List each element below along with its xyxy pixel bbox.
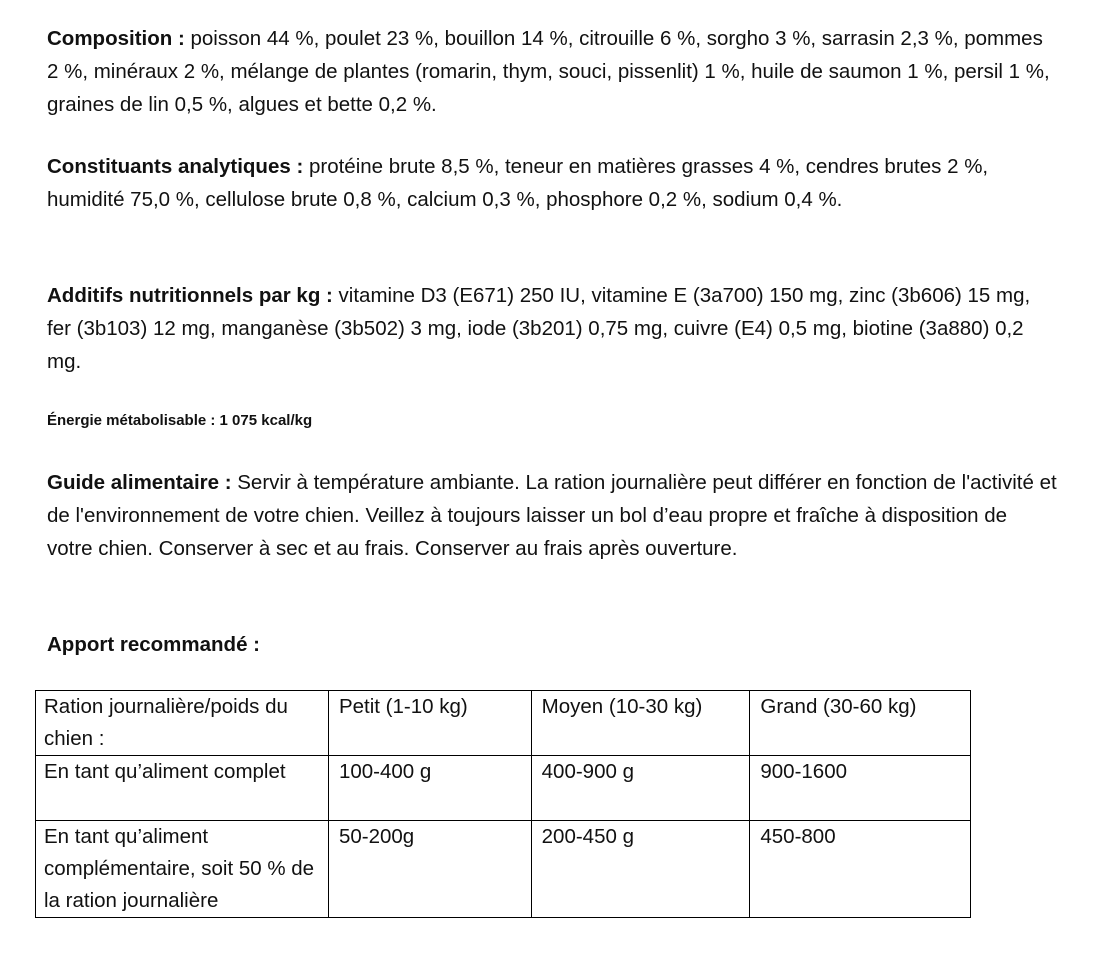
metabolizable-energy: Énergie métabolisable : 1 075 kcal/kg	[47, 412, 313, 429]
table-cell: En tant qu’aliment complet	[36, 756, 329, 821]
nutritional-additives-paragraph	[47, 279, 1057, 378]
table-cell: En tant qu’aliment complémentaire, soit 50 % de la ration journalière	[36, 821, 329, 918]
recommended-intake-heading: Apport recommandé :	[47, 633, 260, 656]
table-header-cell: Grand (30-60 kg)	[750, 691, 971, 756]
additives-text: vitamine D3 (E671) 250 IU, vitamine E (3a700) 150 mg, zinc (3b606) 15 mg, fer (3b103) 12 mg, manganèse (3b502) 3 mg, iode (3b201) 0,75 mg, cuivre (E4) 0,5 mg, biotine (3a880) 0,2 mg.	[47, 284, 1031, 373]
composition-label: Composition :	[47, 27, 185, 50]
table-cell: 900-1600	[750, 756, 971, 821]
analytical-text: protéine brute 8,5 %, teneur en matières grasses 4 %, cendres brutes 2 %, humidité 75,0 %, cellulose brute 0,8 %, calcium 0,3 %, phosphore 0,2 %, sodium 0,4 %.	[47, 155, 989, 211]
table-cell: 450-800	[750, 821, 971, 918]
table-header-cell: Petit (1-10 kg)	[328, 691, 531, 756]
additives-label: Additifs nutritionnels par kg :	[47, 284, 333, 307]
feeding-guide-paragraph	[47, 466, 1057, 565]
table-row	[36, 821, 971, 918]
table-header-row	[36, 691, 971, 756]
table-header-cell: Moyen (10-30 kg)	[531, 691, 750, 756]
analytical-label: Constituants analytiques :	[47, 155, 304, 178]
table-cell: 400-900 g	[531, 756, 750, 821]
composition-text: poisson 44 %, poulet 23 %, bouillon 14 %, citrouille 6 %, sorgho 3 %, sarrasin 2,3 %, pommes 2 %, minéraux 2 %, mélange de plantes (romarin, thym, souci, pissenlit) 1 %, huile de saumon 1 %, persil 1 %, graines de lin 0,5 %, algues et bette 0,2 %.	[47, 27, 1050, 116]
daily-ration-table	[35, 690, 971, 918]
analytical-constituents-paragraph	[47, 150, 1057, 216]
composition-paragraph	[47, 22, 1057, 121]
guide-label: Guide alimentaire :	[47, 471, 232, 494]
guide-text: Servir à température ambiante. La ration journalière peut différer en fonction de l'activité et de l'environnement de votre chien. Veillez à toujours laisser un bol d’eau propre et fraîche à disposition de votre chien. Conserver à sec et au frais. Conserver au frais après ouverture.	[47, 471, 1057, 560]
table-row	[36, 756, 971, 821]
table-cell: 50-200g	[328, 821, 531, 918]
table-header-cell: Ration journalière/poids du chien :	[36, 691, 329, 756]
table-cell: 100-400 g	[328, 756, 531, 821]
table-cell: 200-450 g	[531, 821, 750, 918]
